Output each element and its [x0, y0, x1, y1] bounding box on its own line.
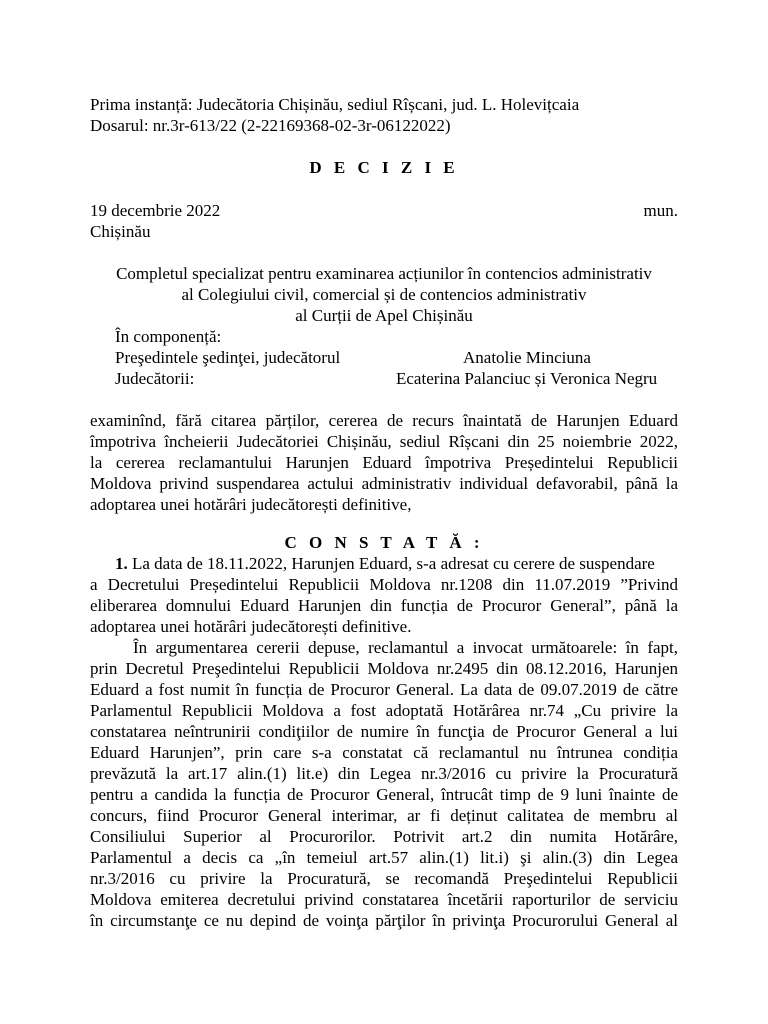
- paragraph-number: 1.: [115, 554, 128, 573]
- paragraph-line: Moldova emiterea decretului privind constatarea încetării raporturilor de serviciu: [90, 890, 678, 909]
- intro-line: examinînd, fără citarea părților, cererea de recurs înaintată de Harunjen Eduard: [90, 411, 678, 430]
- court-line: Prima instanță: Judecătoria Chișinău, sediul Rîșcani, jud. L. Holevițcaia: [90, 95, 580, 114]
- paragraph-line: În argumentarea cererii depuse, reclamantul a invocat următoarele: în fapt,: [133, 638, 678, 657]
- paragraph-line: Parlamentul a decis ca „în temeiul art.57 alin.(1) lit.i) şi alin.(3) din Legea: [90, 848, 678, 867]
- intro-line: împotriva încheierii Judecătoriei Chișinău, sediul Rîșcani din 25 noiembrie 2022,: [90, 432, 678, 451]
- panel-line-3: al Curții de Apel Chișinău: [295, 306, 473, 325]
- paragraph-line: Eduard Harunjen”, prin care s-a constatat că reclamantul nu întrunea condiția: [90, 743, 678, 762]
- decision-date: 19 decembrie 2022: [90, 201, 221, 220]
- composition-label: În componență:: [115, 327, 222, 346]
- paragraph-line: prevăzută la art.17 alin.(1) lit.e) din Legea nr.3/2016 cu privire la Procuratură: [90, 764, 678, 783]
- paragraph-line: concurs, fiind Procuror General interimar, ar fi deținut calitatea de membru al: [90, 806, 678, 825]
- panel-line-2: al Colegiului civil, comercial și de contencios administrativ: [181, 285, 587, 304]
- document-title: D E C I Z I E: [309, 158, 459, 177]
- paragraph-line: prin Decretul Preşedintelui Republicii Moldova nr.2495 din 08.12.2016, Harunjen: [90, 659, 678, 678]
- intro-line: adoptarea unei hotărâri judecătorești definitive,: [90, 495, 412, 514]
- place-abbrev: mun.: [643, 201, 678, 220]
- paragraph-1-first-line: [115, 553, 655, 574]
- judges-label: Judecătorii:: [115, 369, 195, 388]
- judges-names: Ecaterina Palanciuc și Veronica Negru: [396, 369, 658, 388]
- case-number-line: Dosarul: nr.3r-613/22 (2-22169368-02-3r-06122022): [90, 116, 451, 135]
- paragraph-line: constatarea neîntrunirii condiţiilor de numire în funcţia de Procuror General a lui: [90, 722, 678, 741]
- section-heading: C O N S T A T Ă :: [284, 533, 484, 552]
- decision-city: Chișinău: [90, 222, 151, 241]
- paragraph-line: Consiliului Superior al Procurorilor. Potrivit art.2 din numita Hotărâre,: [90, 827, 678, 846]
- paragraph-line: în circumstanţe ce nu depind de voinţa părţilor în privinţa Procurorului General al: [90, 911, 678, 930]
- paragraph-line: Parlamentul Republicii Moldova a fost adoptată Hotărârea nr.74 „Cu privire la: [90, 701, 678, 720]
- paragraph-1-first-text: La data de 18.11.2022, Harunjen Eduard, s-a adresat cu cerere de suspendare: [132, 554, 655, 573]
- panel-line-1: Completul specializat pentru examinarea acțiunilor în contencios administrativ: [116, 264, 652, 283]
- paragraph-line: a Decretului Președintelui Republicii Moldova nr.1208 din 11.07.2019 ”Privind: [90, 575, 678, 594]
- presiding-label: Preşedintele şedinţei, judecătorul: [115, 348, 341, 367]
- paragraph-line: nr.3/2016 cu privire la Procuratură, se recomandă Preşedintelui Republicii: [90, 869, 678, 888]
- paragraph-line: adoptarea unei hotărâri judecătorești definitive.: [90, 617, 412, 636]
- presiding-judge-name: Anatolie Minciuna: [463, 348, 591, 367]
- paragraph-line: Eduard a fost numit în funcția de Procuror General. La data de 09.07.2019 de către: [90, 680, 678, 699]
- intro-line: Moldova privind suspendarea actului administrativ individual defavorabil, până la: [90, 474, 678, 493]
- paragraph-line: pentru a candida la funcția de Procuror General, întrucât timp de 9 luni înainte de: [90, 785, 678, 804]
- paragraph-line: eliberarea domnului Eduard Harunjen din funcția de Procuror General”, până la: [90, 596, 678, 615]
- intro-line: la cererea reclamantului Harunjen Eduard împotriva Președintelui Republicii: [90, 453, 678, 472]
